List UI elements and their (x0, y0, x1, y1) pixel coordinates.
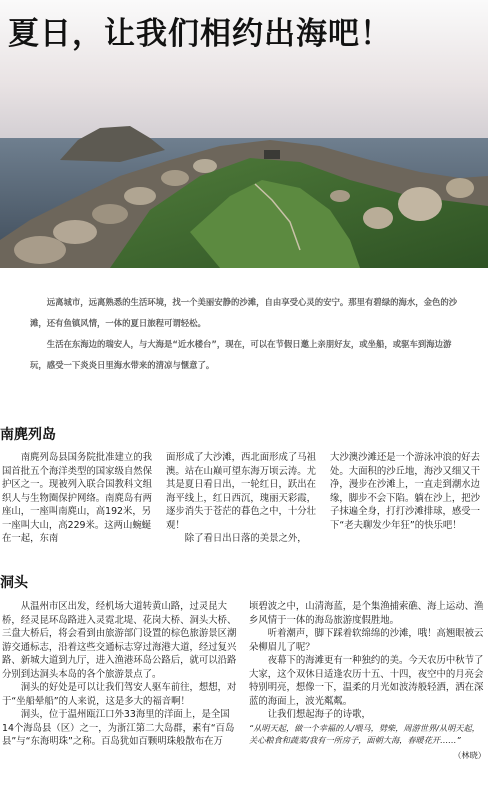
hero-photo (0, 0, 488, 268)
paragraph: 洞头，位于温州瓯江口外33海里的洋面上，是全国14个海岛县（区）之一，为浙江第二大岛群，素有“百岛县”与“东海明珠”之称。百岛犹如百颗明珠般散布在万 (2, 709, 235, 747)
author-signature: （林晓） (453, 749, 486, 760)
paragraph: 大沙澳沙滩还是一个游泳冲浪的好去处。大面积的沙丘地，海沙又细又干净，漫步在沙滩上，一直走到潮水边缘，脚步不会下陷。躺在沙上，把沙子抹遍全身，打打沙滩排球，感受一下“老夫聊发少年狂”的快乐吧！ (330, 452, 481, 531)
page-title: 夏日，让我们相约出海吧！ (8, 16, 392, 52)
paragraph: 夜幕下的海滩更有一种独约的美。今天农历中秋节了大家，这个双休日适逢农历十五、十四，夜空中的月亮会特别明亮，想像一下，温柔的月光如波涛般轻洒，洒在深蓝的海面上，波光粼粼。 (249, 655, 484, 707)
text-column (2, 451, 156, 551)
poem-quote: “从明天起，做一个幸福的人/喂马，劈柴，周游世界/从明天起，关心粮食和蔬菜/我有一所房子，面朝大海，春暖花开……” (249, 722, 480, 745)
paragraph: 听着潮声，脚下踩着软绵绵的沙滩，哦！高翘眼被云朵柳眉儿了呢？ (249, 628, 484, 653)
paragraph: 让我们想起海子的诗歌， (267, 709, 371, 720)
text-column (2, 600, 239, 790)
paragraph: 洞头的好处是可以让我们驾安人驱车前往，想想，对于“坐船晕船”的人来说，这是多大的福音啊！ (2, 682, 237, 707)
paragraph: 顷碧波之中，山清海蓝，是个集渔捕索礁、海上运动、渔乡风情于一体的海岛旅游度假胜地。 (249, 601, 484, 626)
intro-paragraph: 生活在东海边的瑞安人，与大海是“近水楼台”，现在，可以在节假日邀上亲朋好友，或坐船，或驱车到海边游玩，感受一下炎炎日里海水带来的清凉与惬意了。 (30, 339, 452, 370)
paragraph: 除了看日出日落的美景之外， (184, 533, 307, 544)
section-nanji-body (2, 451, 486, 551)
text-column (166, 451, 320, 551)
intro-paragraph: 远离城市，远离熟悉的生活环境，找一个美丽安静的沙滩，自由享受心灵的安宁。那里有碧绿的海水，金色的沙滩，还有鱼镇风情，一体的夏日旅程可谓轻松。 (30, 297, 458, 328)
intro-text (30, 292, 460, 376)
paragraph: 从温州市区出发，经机场大道转黄山路，过灵昆大桥，经灵昆环岛路进入灵霓北堤、花岗大桥、洞头大桥、三盘大桥后，将会看到由旅游部门设置的棕色旅游景区潮游交通标志，沿着这些交通标志穿过海港大道，经过复兴路、新城大道到九厅，进入渔港环岛公路后，就可以沿路分别到达洞头本岛的各个旅游景点了。 (2, 601, 237, 680)
section-heading-dongtou: 洞头 (0, 575, 28, 591)
section-dongtou-body (2, 600, 486, 790)
section-heading-nanji: 南麂列岛 (0, 427, 56, 443)
paragraph: 面形成了大沙滩，西北面形成了马祖澳。站在山巅可望东海万顷云涛。尤其是夏日看日出，一轮红日，跃出在海平线上，红日西沉，瑰丽天彩霞，逐步消失于苍茫的暮色之中，十分壮观！ (166, 452, 317, 531)
text-column (330, 451, 484, 551)
text-column (249, 600, 486, 790)
paragraph: 南麂列岛县国务院批准建立的我国首批五个海洋类型的国家级自然保护区之一。现被列入联合国教科文组织人与生物圈保护网络。南麂岛有两座山，一座叫南麂山，高192米，另一座叫大山，高229米。这两山蜿蜒在一起，东南 (2, 452, 153, 544)
